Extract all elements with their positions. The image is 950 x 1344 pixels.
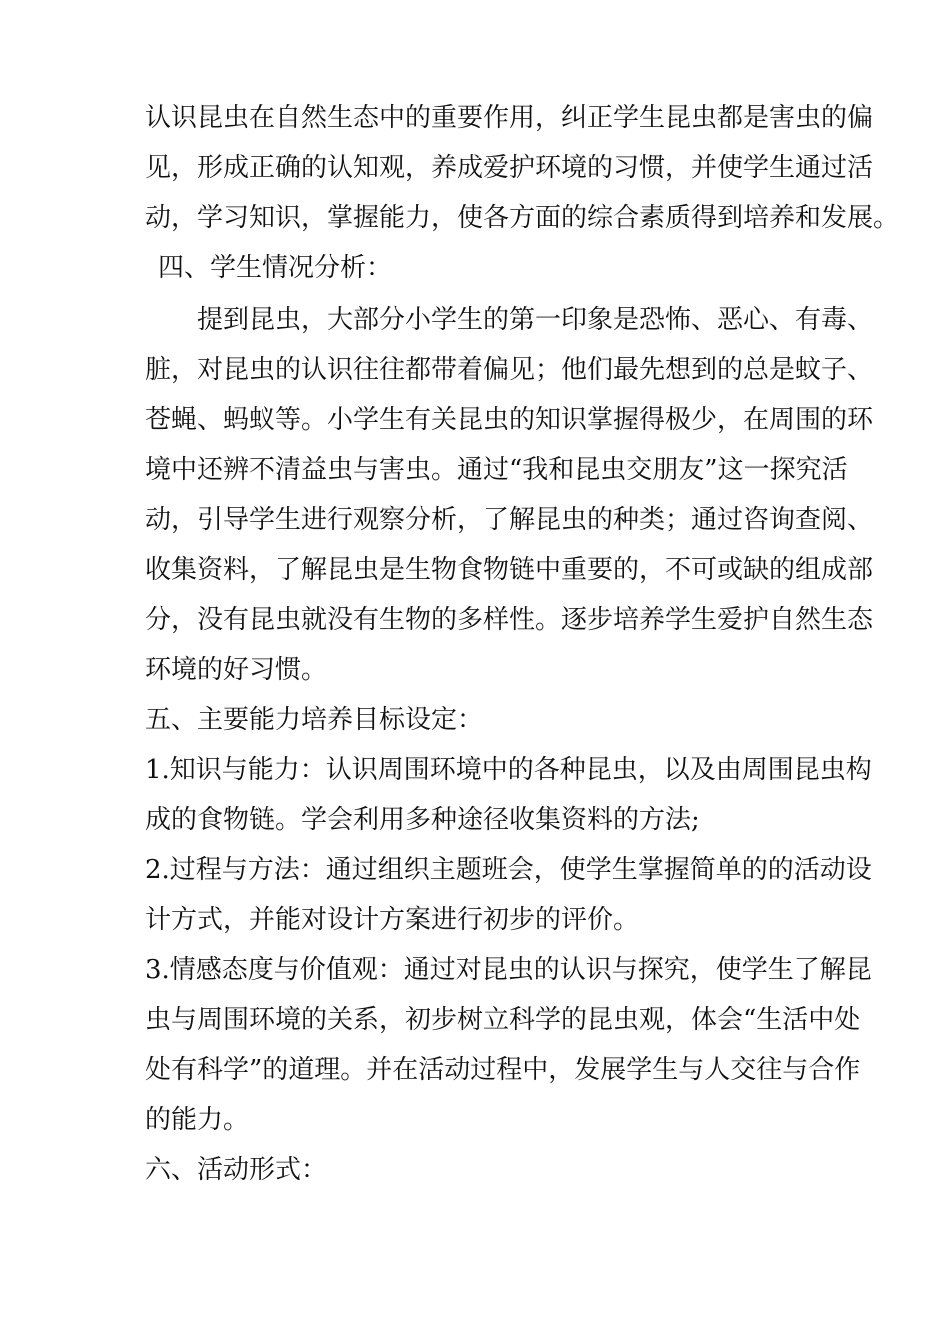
heading-text: 六、活动形式： [145,1155,328,1185]
list-item-continuation [0,1100,950,1140]
heading-text: 四、学生情况分析： [158,253,393,283]
line-text: 虫与周围环境的关系，初步树立科学的昆虫观，体会“生活中处 [145,1005,861,1035]
paragraph-line [0,300,950,340]
paragraph-line [0,650,950,690]
paragraph-line [0,600,950,640]
section-heading [0,700,950,740]
line-text: 环境的好习惯。 [145,655,328,685]
paragraph-line [0,400,950,440]
line-text: 认识昆虫在自然生态中的重要作用，纠正学生昆虫都是害虫的偏 [145,103,874,133]
heading-text: 五、主要能力培养目标设定： [145,705,484,735]
list-item [0,950,950,990]
line-text: 脏，对昆虫的认识往往都带着偏见；他们最先想到的总是蚊子、 [145,355,874,385]
line-text: 的能力。 [145,1105,250,1135]
list-item-continuation [0,800,950,840]
paragraph-line [0,98,950,138]
section-heading [0,248,950,288]
list-item [0,750,950,790]
line-text: 3.情感态度与价值观：通过对昆虫的认识与探究，使学生了解昆 [145,955,872,985]
list-item [0,850,950,890]
line-text: 动，学习知识，掌握能力，使各方面的综合素质得到培养和发展。 [145,203,900,233]
line-text: 苍蝇、蚂蚁等。小学生有关昆虫的知识掌握得极少，在周围的环 [145,405,874,435]
paragraph-line [0,198,950,238]
line-text: 2.过程与方法：通过组织主题班会，使学生掌握简单的的活动设 [145,855,872,885]
section-heading [0,1150,950,1190]
paragraph-line [0,450,950,490]
line-text: 收集资料，了解昆虫是生物食物链中重要的，不可或缺的组成部 [145,555,874,585]
line-text: 境中还辨不清益虫与害虫。通过“我和昆虫交朋友”这一探究活 [145,455,848,485]
list-item-continuation [0,1050,950,1090]
line-text: 见，形成正确的认知观，养成爱护环境的习惯，并使学生通过活 [145,153,874,183]
line-text: 处有科学”的道理。并在活动过程中，发展学生与人交往与合作 [145,1055,861,1085]
line-text: 分，没有昆虫就没有生物的多样性。逐步培养学生爱护自然生态 [145,605,874,635]
line-text: 提到昆虫，大部分小学生的第一印象是恐怖、恶心、有毒、 [197,305,874,335]
line-text: 动，引导学生进行观察分析，了解昆虫的种类；通过咨询查阅、 [145,505,874,535]
paragraph-line [0,350,950,390]
list-item-continuation [0,900,950,940]
line-text: 成的食物链。学会利用多种途径收集资料的方法; [145,805,700,835]
line-text: 1.知识与能力：认识周围环境中的各种昆虫，以及由周围昆虫构 [145,755,872,785]
paragraph-line [0,500,950,540]
line-text: 计方式，并能对设计方案进行初步的评价。 [145,905,640,935]
list-item-continuation [0,1000,950,1040]
paragraph-line [0,550,950,590]
paragraph-line [0,148,950,188]
